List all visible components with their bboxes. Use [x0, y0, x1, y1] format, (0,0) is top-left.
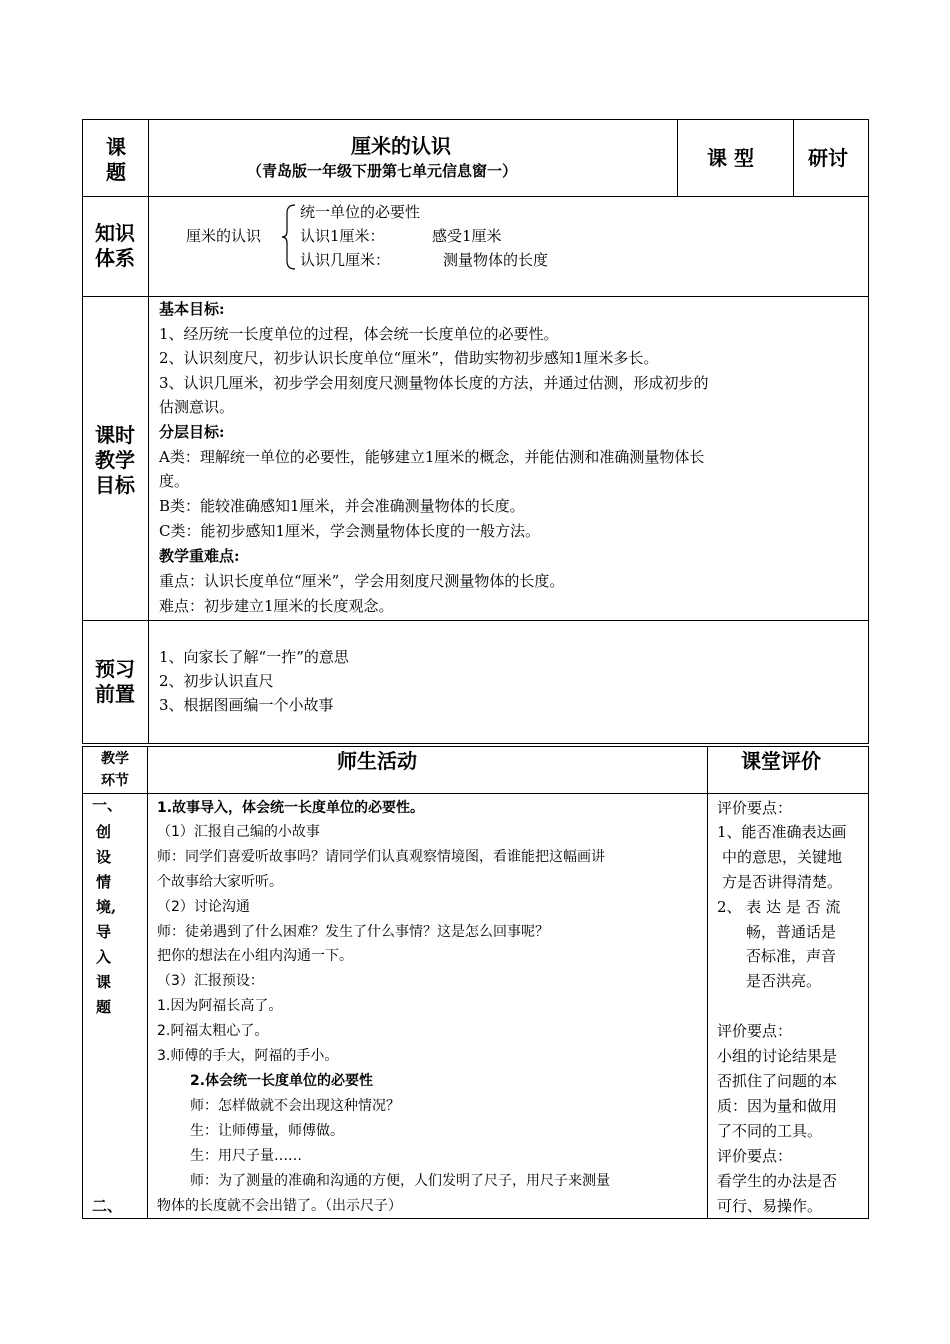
activity-line: 生：用尺子量……: [190, 1148, 302, 1164]
activity-line: 把你的想法在小组内沟通一下。: [157, 948, 353, 964]
table-border-bottom: [82, 1218, 869, 1219]
brace-icon: [281, 203, 297, 271]
activity-line: 2.阿福太粗心了。: [157, 1023, 269, 1039]
activity-line: （1）汇报自己编的小故事: [157, 824, 320, 840]
evaluation-line: 1、能否准确表达画: [717, 823, 847, 841]
basic-objective-1: 1、经历统一长度单位的过程，体会统一长度单位的必要性。: [159, 325, 559, 343]
evaluation-line: 中的意思，关键地: [722, 848, 843, 866]
preview-label: 预习前置: [95, 657, 135, 706]
activity-line: 师：徒弟遇到了什么困难？发生了什么事情？这是怎么回事呢？: [157, 924, 549, 940]
table-border-left: [82, 119, 83, 744]
activity-line: 2.体会统一长度单位的必要性: [190, 1073, 374, 1089]
evaluation-line: 质：因为量和做用: [717, 1097, 838, 1115]
col-divider: [147, 746, 148, 1219]
lesson-type-value: 研讨: [808, 146, 848, 170]
key-point: 重点：认识长度单位“厘米”，学会用刻度尺测量物体的长度。: [159, 572, 565, 590]
activity-column-header: 师生活动: [337, 749, 417, 773]
preview-item-3: 3、根据图画编一个小故事: [159, 696, 334, 714]
row-divider: [82, 793, 869, 794]
knowledge-branch-3: 认识几厘米：: [300, 251, 391, 269]
objectives-label: 课时教学目标: [95, 423, 135, 497]
evaluation-line: 评价要点：: [717, 1022, 793, 1040]
knowledge-branch-3-detail: 测量物体的长度: [443, 251, 549, 269]
activity-line: 生：让师傅量，师傅做。: [190, 1123, 344, 1139]
evaluation-line: 小组的讨论结果是: [717, 1047, 838, 1065]
evaluation-column-header: 课堂评价: [741, 749, 821, 773]
knowledge-root: 厘米的认识: [186, 227, 262, 245]
table-border-left: [82, 746, 83, 1219]
evaluation-line: 可行、易操作。: [717, 1197, 823, 1215]
knowledge-branch-2-detail: 感受1厘米: [432, 227, 502, 245]
stage-column-header: 教学环节: [101, 751, 129, 789]
evaluation-line: 评价要点：: [717, 1147, 793, 1165]
knowledge-label: 知识体系: [95, 221, 135, 270]
col-divider: [793, 119, 794, 197]
table-border-top: [82, 746, 869, 747]
row-divider: [82, 196, 869, 197]
lesson-subtitle: （青岛版一年级下册第七单元信息窗一）: [247, 162, 518, 180]
evaluation-line: 否抓住了问题的本: [717, 1072, 838, 1090]
stage-1-label-line: 设: [96, 848, 112, 866]
evaluation-line: 评价要点：: [717, 799, 793, 817]
col-divider: [148, 119, 149, 744]
row-divider: [82, 296, 869, 297]
activity-line: 1.故事导入，体会统一长度单位的必要性。: [157, 800, 425, 816]
activity-line: 师：同学们喜爱听故事吗？请同学们认真观察情境图，看谁能把这幅画讲: [157, 849, 605, 865]
stage-1-label-line: 题: [96, 998, 112, 1016]
evaluation-line: 看学生的办法是否: [717, 1172, 838, 1190]
row-divider: [82, 743, 869, 744]
layer-objective-c: C类：能初步感知1厘米，学会测量物体长度的一般方法。: [159, 522, 541, 540]
stage-1-label-line: 入: [96, 948, 112, 966]
layer-objectives-heading: 分层目标:: [159, 423, 225, 441]
stage-1-label-line: 创: [96, 823, 112, 841]
basic-objective-3: 3、认识几厘米，初步学会用刻度尺测量物体长度的方法，并通过估测，形成初步的: [159, 374, 709, 392]
col-divider: [707, 746, 708, 1219]
table-border-top: [82, 119, 869, 120]
col-divider: [677, 119, 678, 197]
table-border-right: [868, 119, 869, 744]
lesson-title: 厘米的认识: [351, 134, 451, 158]
stage-1-label-line: 导: [96, 923, 112, 941]
activity-line: （3）汇报预设：: [157, 973, 264, 989]
activity-line: 师：怎样做就不会出现这种情况？: [190, 1098, 400, 1114]
key-points-heading: 教学重难点:: [159, 547, 240, 565]
activity-line: 师：为了测量的准确和沟通的方便，人们发明了尺子，用尺子来测量: [190, 1173, 610, 1189]
difficult-point: 难点：初步建立1厘米的长度观念。: [159, 597, 394, 615]
activity-line: 1.因为阿福长高了。: [157, 998, 283, 1014]
basic-objectives-heading: 基本目标:: [159, 300, 225, 318]
evaluation-line: 畅，普通话是: [746, 923, 837, 941]
evaluation-line: 了不同的工具。: [717, 1122, 823, 1140]
evaluation-line: 2、 表 达 是 否 流: [717, 898, 841, 916]
stage-1-label-line: 一、: [92, 796, 123, 814]
layer-objective-b: B类：能较准确感知1厘米，并会准确测量物体的长度。: [159, 497, 525, 515]
layer-objective-a-cont: 度。: [159, 472, 190, 490]
knowledge-branch-2: 认识1厘米：: [300, 227, 385, 245]
stage-1-label-line: 课: [96, 973, 112, 991]
stage-1-label-line: 境,: [96, 898, 117, 916]
activity-line: （2）讨论沟通: [157, 899, 250, 915]
preview-item-2: 2、初步认识直尺: [159, 672, 274, 690]
basic-objective-2: 2、认识刻度尺，初步认识长度单位“厘米”，借助实物初步感知1厘米多长。: [159, 349, 659, 367]
evaluation-line: 方是否讲得清楚。: [722, 873, 843, 891]
evaluation-line: 是否洪亮。: [746, 972, 822, 990]
activity-line: 个故事给大家听听。: [157, 874, 283, 890]
lesson-type-label: 课 型: [707, 146, 754, 170]
activity-line: 3.师傅的手大，阿福的手小。: [157, 1048, 339, 1064]
topic-label: 课题: [106, 135, 126, 184]
table-border-right: [868, 746, 869, 1219]
basic-objective-3-cont: 估测意识。: [159, 398, 235, 416]
stage-2-label: 二、: [92, 1197, 123, 1215]
evaluation-line: 否标准，声音: [746, 947, 837, 965]
stage-1-label-line: 情: [96, 873, 112, 891]
activity-line: 物体的长度就不会出错了。（出示尺子）: [157, 1198, 402, 1214]
layer-objective-a: A类：理解统一单位的必要性，能够建立1厘米的概念，并能估测和准确测量物体长: [159, 448, 705, 466]
preview-item-1: 1、向家长了解“一拃”的意思: [159, 648, 349, 666]
knowledge-branch-1: 统一单位的必要性: [300, 203, 421, 221]
row-divider: [82, 620, 869, 621]
